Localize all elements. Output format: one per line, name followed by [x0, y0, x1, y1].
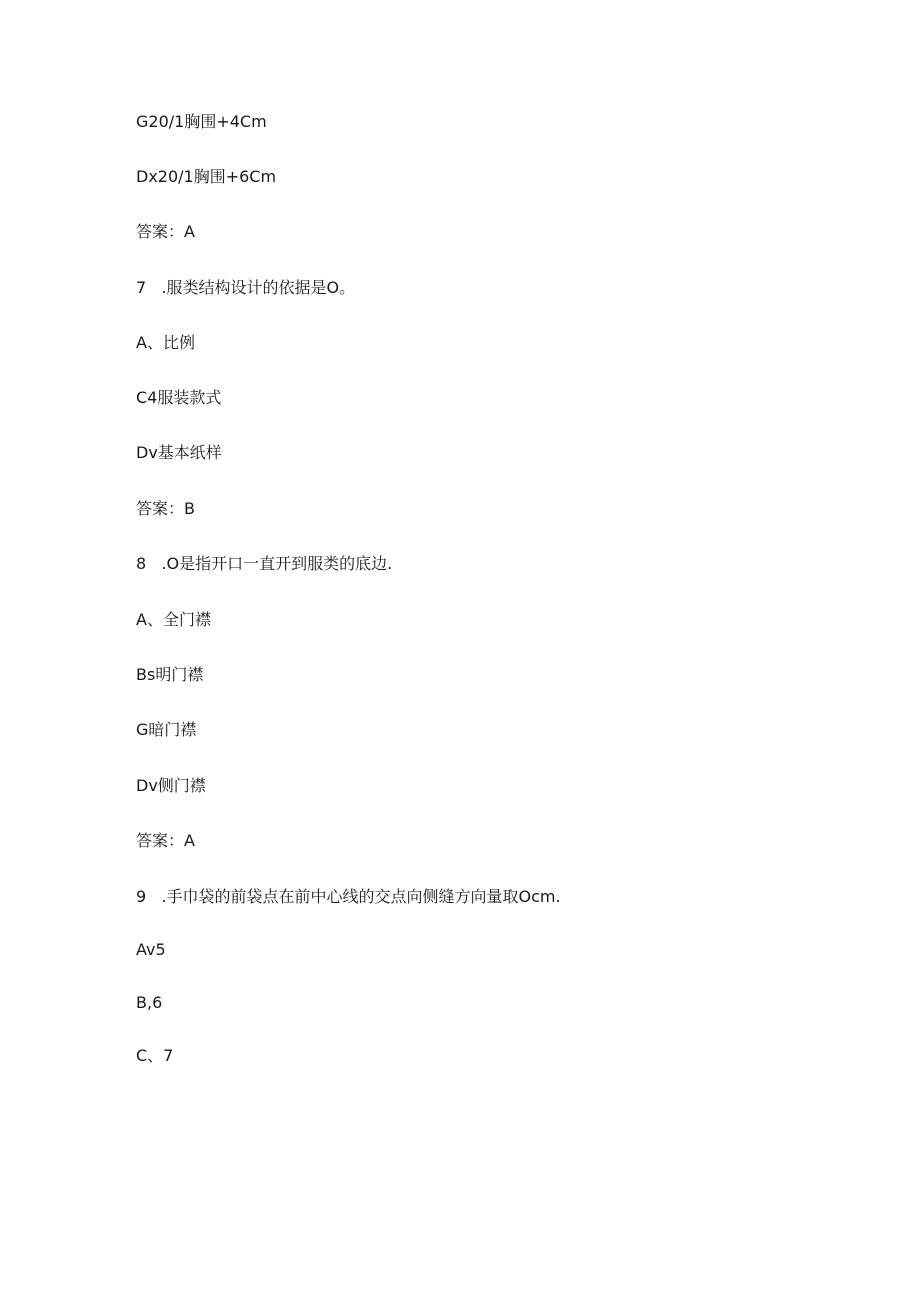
- option-c-q8: G暗门襟: [136, 720, 197, 739]
- option-c-q9: C、7: [136, 1046, 174, 1065]
- question-8: 8 .O是指开口一直开到服类的底边.: [136, 554, 393, 573]
- answer-q7: 答案：B: [136, 499, 195, 518]
- answer-q6: 答案：A: [136, 222, 195, 241]
- option-d-q8: Dv侧门襟: [136, 776, 206, 795]
- answer-q8: 答案：A: [136, 831, 195, 850]
- option-d-q7: Dv基本纸样: [136, 443, 222, 462]
- question-9: 9 .手巾袋的前袋点在前中心线的交点向侧缝方向量取Ocm.: [136, 887, 561, 906]
- option-a-q7: A、比例: [136, 333, 195, 352]
- option-c-q6: G20/1胸围+4Cm: [136, 112, 267, 131]
- option-a-q8: A、全门襟: [136, 610, 211, 629]
- option-b-q8: Bs明门襟: [136, 665, 204, 684]
- option-a-q9: Av5: [136, 940, 166, 959]
- option-b-q9: B,6: [136, 993, 163, 1012]
- option-c-q7: C4服装款式: [136, 388, 222, 407]
- option-d-q6: Dx20/1胸围+6Cm: [136, 167, 277, 186]
- question-7: 7 .服类结构设计的依据是O。: [136, 278, 356, 297]
